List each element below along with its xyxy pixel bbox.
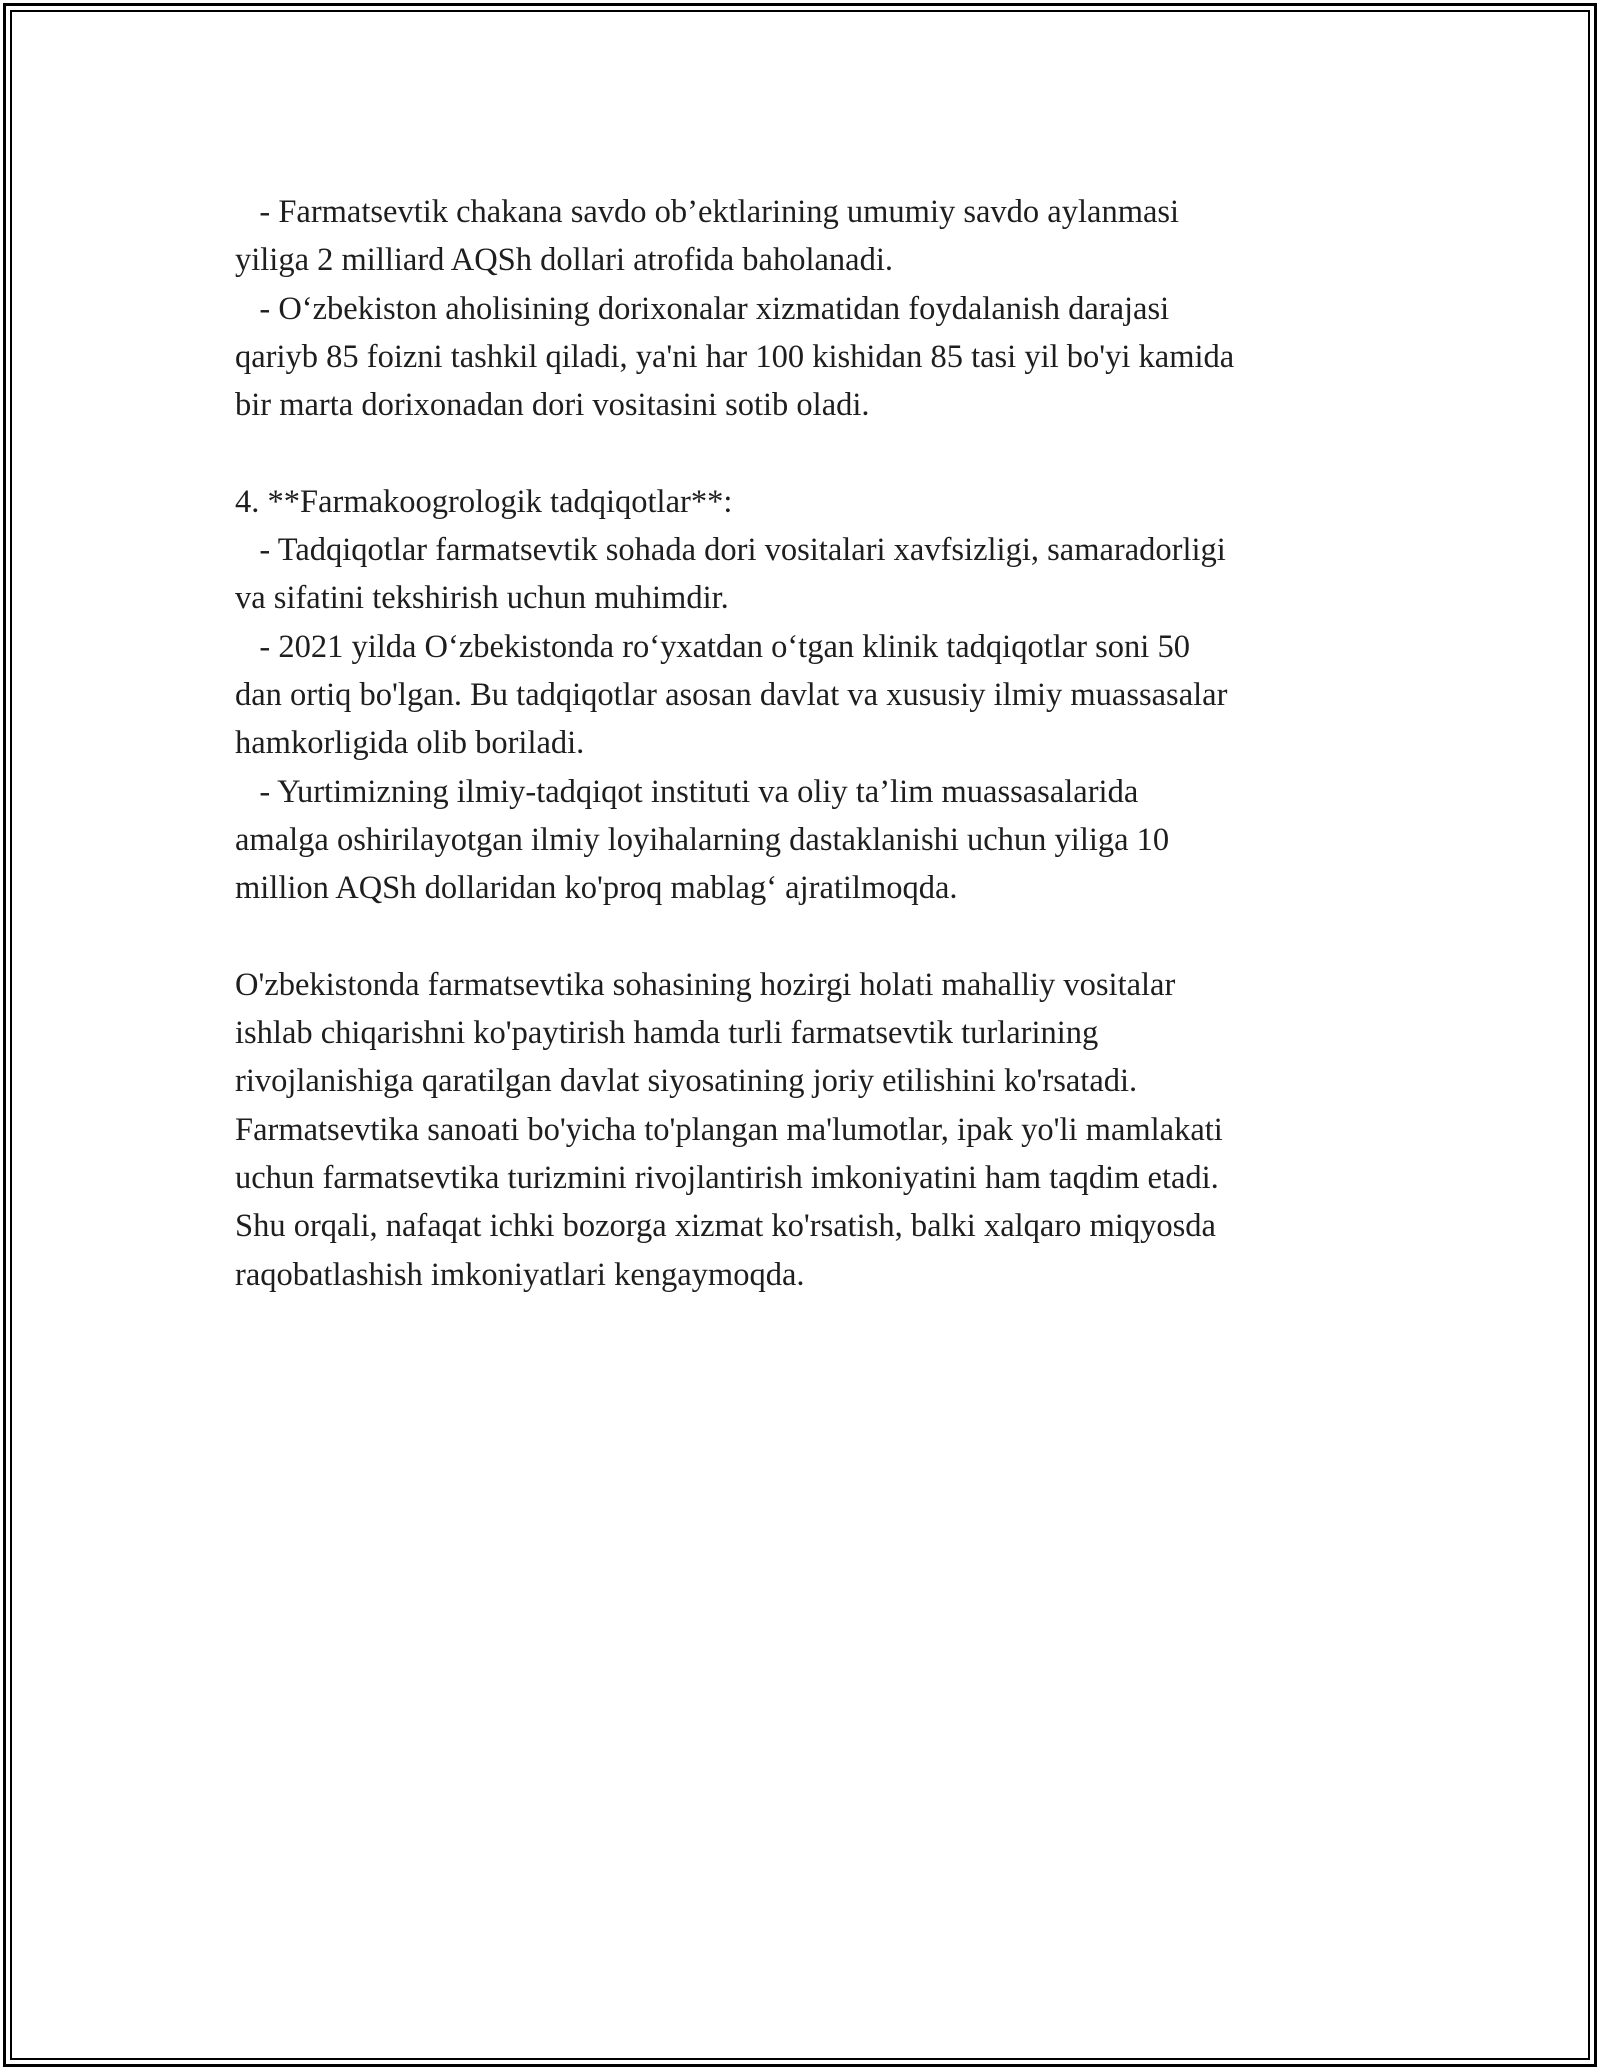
bullet-retail-turnover: - Farmatsevtik chakana savdo ob’ektlarining umumiy savdo aylanmasi yiliga 2 milliard AQSh dollari atrofida baholanadi.	[235, 194, 1180, 279]
bullet-research-importance: - Tadqiqotlar farmatsevtik sohada dori vositalari xavfsizligi, samaradorligi va sifatini tekshirish uchun muhimdir.	[235, 532, 1226, 617]
document-body	[235, 188, 1395, 1299]
paragraph-spacer	[235, 429, 1395, 477]
conclusion-paragraph: O'zbekistonda farmatsevtika sohasining hozirgi holati mahalliy vositalar ishlab chiqarishni ko'paytirish hamda turli farmatsevtik turlarining rivojlanishiga qaratilgan davlat siyosatining joriy etilishini ko'rsatadi. Farmatsevtika sanoati bo'yicha to'plangan ma'lumotlar, ipak yo'li mamlakati uchun farmatsevtika turizmini rivojlantirish imkoniyatini ham taqdim etadi. Shu orqali, nafaqat ichki bozorga xizmat ko'rsatish, balki xalqaro miqyosda raqobatlashish imkoniyatlari kengaymoqda.	[235, 966, 1223, 1293]
bullet-research-funding: - Yurtimizning ilmiy-tadqiqot instituti va oliy ta’lim muassasalarida amalga oshirilayotgan ilmiy loyihalarning dastaklanishi uchun yiliga 10 million AQSh dollaridan ko'proq mablag‘ ajratilmoqda.	[235, 773, 1170, 907]
paragraph-spacer	[235, 912, 1395, 960]
section-heading: 4. **Farmakoogrologik tadqiqotlar**:	[235, 483, 733, 520]
bullet-pharmacy-usage: - O‘zbekiston aholisining dorixonalar xizmatidan foydalanish darajasi qariyb 85 foizni tashkil qiladi, ya'ni har 100 kishidan 85 tasi yil bo'yi kamida bir marta dorixonadan dori vositasini sotib oladi.	[235, 290, 1235, 424]
bullet-clinical-trials: - 2021 yilda O‘zbekistonda ro‘yxatdan o‘tgan klinik tadqiqotlar soni 50 dan ortiq bo'lgan. Bu tadqiqotlar asosan davlat va xususiy ilmiy muassasalar hamkorligida olib boriladi.	[235, 628, 1228, 762]
